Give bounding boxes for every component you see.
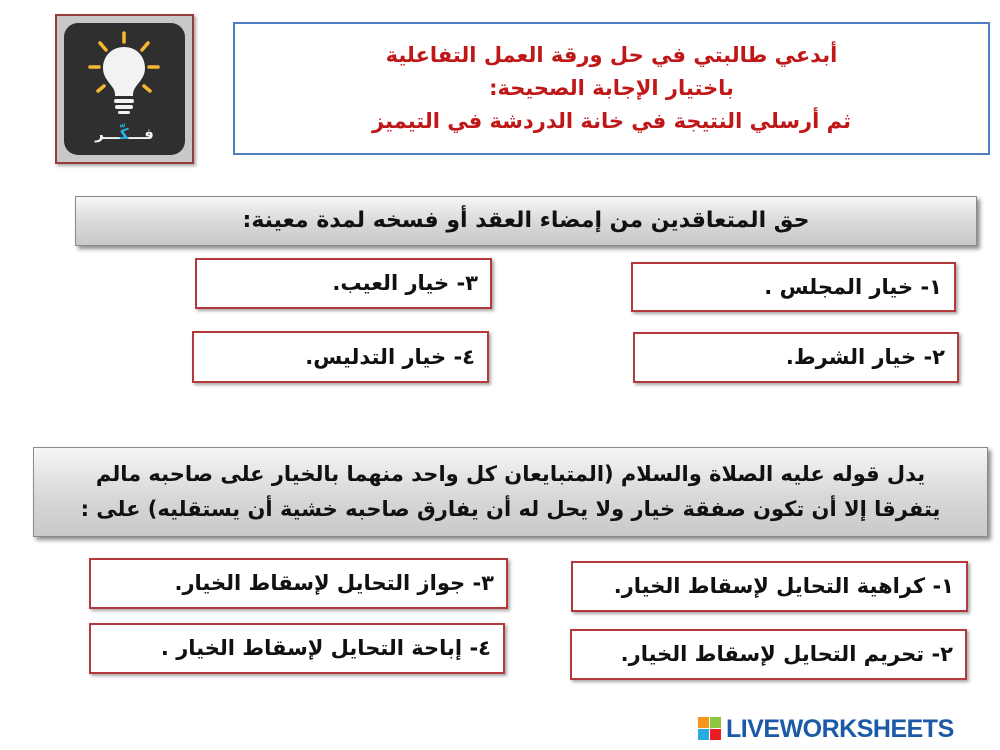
q1-option-3[interactable]: ٣- خيار العيب. [195, 258, 492, 309]
instructions-line-2: باختيار الإجابة الصحيحة: [489, 76, 734, 100]
logo-tile [55, 14, 194, 164]
q2-option-3[interactable]: ٣- جواز التحايل لإسقاط الخيار. [89, 558, 508, 609]
q1-option-4[interactable]: ٤- خيار التدليس. [192, 331, 489, 383]
q1-option-2[interactable]: ٢- خيار الشرط. [633, 332, 959, 383]
watermark-text: LIVEWORKSHEETS [726, 714, 954, 743]
logo-inner [64, 23, 185, 155]
question-2-line-1: يدل قوله عليه الصلاة والسلام (المتبايعان كل واحد منهما بالخيار على صاحبه مالم [95, 462, 926, 486]
logo-text-part: فـــ [128, 125, 154, 143]
question-2-prompt [33, 447, 988, 537]
logo-wordmark [64, 125, 185, 143]
q1-option-1[interactable]: ١- خيار المجلس . [631, 262, 956, 312]
q2-option-4[interactable]: ٤- إباحة التحايل لإسقاط الخيار . [89, 623, 505, 674]
instructions-line-1: أبدعي طالبتي في حل ورقة العمل التفاعلية [385, 43, 838, 67]
logo-text-accent: كّ [119, 125, 129, 143]
question-2-line-2: يتفرقا إلا أن تكون صفقة خيار ولا يحل له أن يفارق صاحبه خشية أن يستقليه) على : [80, 497, 941, 521]
q2-option-1[interactable]: ١- كراهية التحايل لإسقاط الخيار. [571, 561, 968, 612]
logo-text-part: ـــر [95, 125, 120, 143]
question-1-prompt: حق المتعاقدين من إمضاء العقد أو فسخه لمدة معينة: [75, 196, 977, 246]
q2-option-2[interactable]: ٢- تحريم التحايل لإسقاط الخيار. [570, 629, 967, 680]
instructions-box [233, 22, 990, 155]
liveworksheets-logo-icon [698, 717, 722, 741]
instructions-line-3: ثم أرسلي النتيجة في خانة الدردشة في التيميز [372, 109, 852, 133]
liveworksheets-watermark [698, 714, 998, 744]
